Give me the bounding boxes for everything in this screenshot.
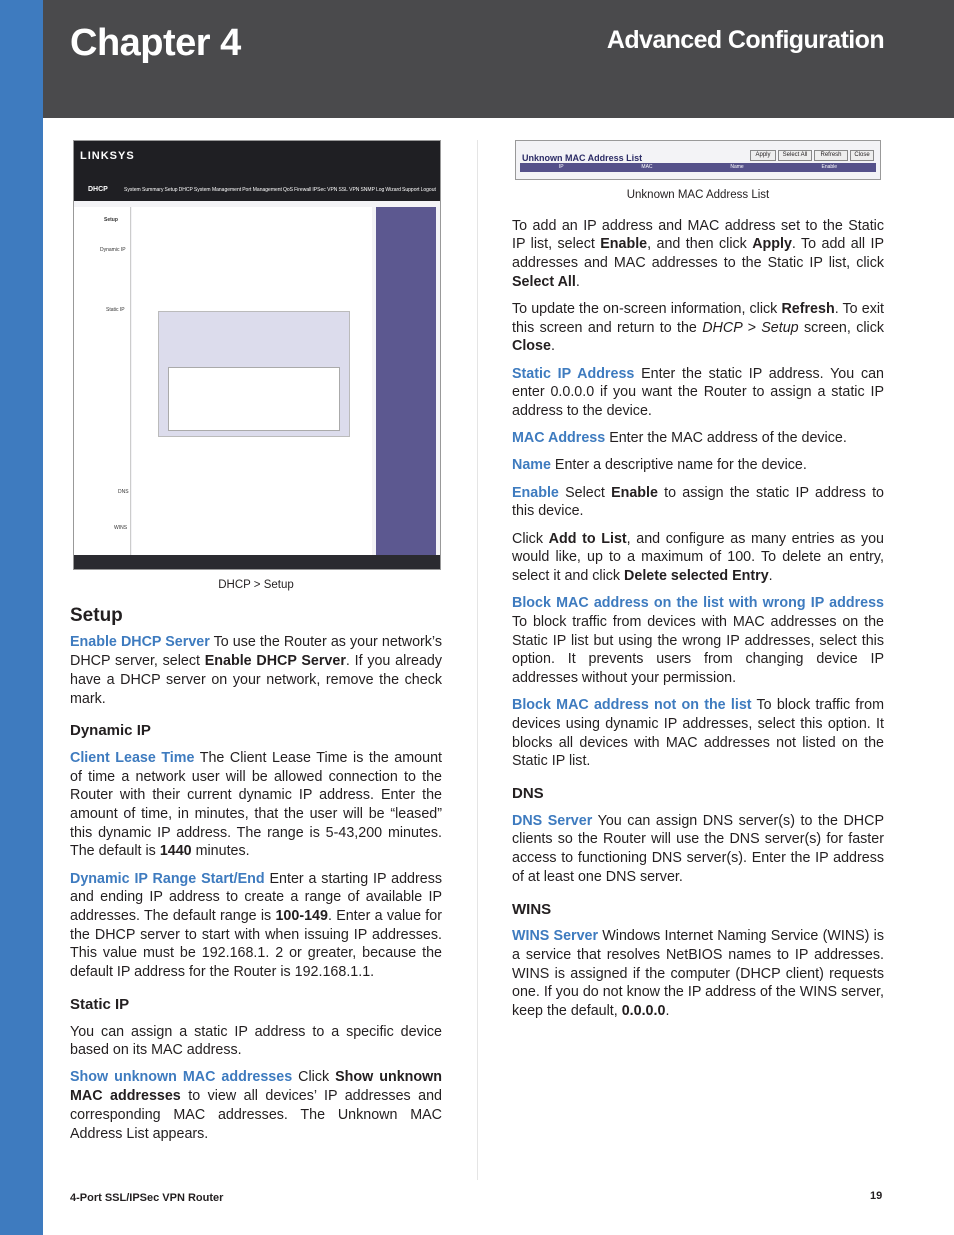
term: Enable DHCP Server [70,634,210,651]
column-header: Name [730,164,744,171]
text: . Enter a value for the DHCP server to start with when issuing IP addresses. This value must be 192.168.1. 2 or greater, because the default IP address for the Router is 192.168.1.1. [70,908,442,981]
screenshot-nav [124,181,436,193]
text: . [550,338,555,355]
text: . [575,273,580,290]
nav-item: Support [402,187,420,193]
side-label: Dynamic IP [100,247,126,253]
nav-item: Logout [420,187,436,193]
nav-item: System Management [193,187,242,193]
bold-text: Add to List [548,530,627,547]
figure-caption: DHCP > Setup [218,579,294,591]
dns-paragraph [512,812,884,887]
bold-text: Select All [512,273,576,290]
nav-item: DHCP [178,187,193,193]
text: You can assign DNS server(s) to the DHCP clients so the Router will use the DNS server(s) for faster access to functioning DNS server(s). Enter the IP address of at least one DNS server. [512,812,884,885]
term: Block MAC address on the list with wrong IP address [512,595,884,612]
static-ip-heading: Static IP [70,995,130,1013]
block-wrong-ip-paragraph [512,594,884,688]
text: Select [558,484,612,501]
bold-text: Show unknown MAC addresses [70,1069,442,1105]
column-divider [477,140,478,1180]
nav-item: IPSec VPN [312,187,338,193]
bold-text: Refresh [781,301,835,318]
nav-item: Setup [164,187,178,193]
unknown-mac-screenshot [515,140,881,180]
nav-item: Wizard [385,187,401,193]
text: to assign the static IP address to this device. [512,484,884,520]
static-ip-address-paragraph [512,365,884,421]
enable-dhcp-paragraph [70,633,442,708]
add-static-paragraph [512,217,884,292]
refresh-button: Refresh [814,150,848,161]
bold-text: Enable [611,484,658,501]
text: minutes. [191,843,250,860]
nav-item: SSL VPN [338,187,360,193]
chapter-title: Chapter 4 [70,22,241,64]
term: DNS Server [512,812,593,829]
bold-text: Enable [600,236,648,253]
term: MAC Address [512,430,606,447]
section-title: Advanced Configuration [606,26,884,54]
bold-text: 100-149 [275,908,328,925]
text: . [768,567,773,584]
bold-text: 1440 [159,843,192,860]
side-label: Setup [104,217,118,223]
term: Show unknown MAC addresses [70,1069,293,1086]
term: Name [512,457,551,474]
static-intro-paragraph: You can assign a static IP address to a specific device based on its MAC address. [70,1023,442,1059]
setup-heading: Setup [70,604,123,626]
close-button: Close [850,150,874,161]
screenshot-header-bar [74,141,440,201]
text: Enter the MAC address of the device. [605,430,847,447]
column-header: IP [558,164,564,171]
wins-paragraph [512,927,884,1021]
update-paragraph [512,300,884,356]
term: WINS Server [512,928,599,945]
mac-address-paragraph [512,429,884,448]
text: Click [292,1069,336,1086]
enable-paragraph [512,484,884,521]
bold-text: 0.0.0.0 [621,1003,666,1020]
footer-product: 4-Port SSL/IPSec VPN Router [70,1192,224,1204]
nav-item: Port Management [242,187,282,193]
text: The Client Lease Time is the amount of time a network user will be allowed connection to the Router with their current dynamic IP address. Enter the amount of time, in minutes, that the user will be “leased” this dynamic IP address. The range is 5-43,200 minutes. The default is [70,749,442,860]
screenshot-static-list [168,367,340,431]
dns-heading: DNS [512,784,544,802]
dynamic-ip-heading: Dynamic IP [70,722,151,740]
text: Enter a descriptive name for the device. [550,457,807,474]
text: To add an IP address and MAC address set to the Static IP list, select [512,217,884,253]
text: to view all devices’ IP addresses and corresponding MAC addresses. The Unknown MAC Address List appears. [70,1088,442,1142]
text: Click [512,530,549,547]
show-unknown-paragraph [70,1068,442,1143]
screenshot-help-panel [376,207,436,555]
text: . To exit this screen and return to the [512,301,884,336]
text: Windows Internet Naming Service (WINS) is a service that resolves NetBIOS names to IP addresses. WINS is assigned if the computer (DHCP client) requests one. If you do not know the IP address of the WINS server, keep the default, [512,928,884,1020]
bold-text: Enable DHCP Server [204,653,346,670]
screenshot-side-labels [74,207,131,569]
client-lease-paragraph [70,749,442,861]
apply-button: Apply [750,150,776,161]
screenshot-title: Unknown MAC Address List [522,153,643,163]
figure-caption: Unknown MAC Address List [626,189,770,201]
text: . [665,1003,670,1020]
bold-text: Delete selected Entry [624,567,769,584]
nav-item: System Summary [124,187,164,193]
left-column [70,140,442,1152]
select-all-button: Select All [778,150,812,161]
italic-text: DHCP > Setup [702,319,799,336]
side-label: DNS [118,489,129,495]
text: To update the on-screen information, click [512,301,782,318]
wins-heading: WINS [512,900,552,918]
text: screen, click [798,319,884,336]
text: To block traffic from devices with MAC addresses on the Static IP list but using the wrong IP addresses, select this option. It prevents users from changing device IP addresses without your permission. [512,613,884,686]
text: Enter the static IP address. You can enter 0.0.0.0 if you want the Router to assign a static IP address to the device. [512,365,884,420]
dynamic-range-paragraph [70,870,442,982]
nav-item: SNMP [360,187,375,193]
term: Dynamic IP Range Start/End [70,870,265,887]
text: , and configure as many entries as you would like, up to a maximum of 100. To delete an entry, select it and click [512,530,884,584]
text: To use the Router as your network’s DHCP server, select [70,634,442,670]
text: , and then click [647,236,753,253]
nav-item: Log [375,187,385,193]
left-color-bar [0,0,43,1235]
side-label: WINS [114,525,128,531]
term: Block MAC address not on the list [512,697,752,714]
page-number: 19 [870,1190,883,1202]
screenshot-table-header [520,163,876,172]
screenshot-menu-label: DHCP [88,186,108,193]
nav-item: Firewall [294,187,312,193]
text: . If you already have a DHCP server on your network, remove the check mark. [70,653,443,707]
bold-text: Close [512,338,551,355]
block-not-on-list-paragraph [512,696,884,771]
linksys-logo: LINKSYS [80,150,135,162]
text: Enter a starting IP address and ending IP address to create a range of available IP addresses. The default range is [70,870,442,925]
column-header: Enable [821,164,838,171]
dhcp-setup-screenshot [73,140,441,570]
term: Static IP Address [512,365,635,382]
text: To block traffic from devices using dynamic IP addresses, select this option. It blocks all devices with MAC addresses not listed on the Static IP list. [512,697,884,770]
term: Client Lease Time [70,749,195,766]
bold-text: Apply [752,236,792,253]
right-column [512,140,884,1029]
name-paragraph [512,456,884,475]
add-to-list-paragraph [512,530,884,586]
side-label: Static IP [106,307,125,313]
text: . To add all IP addresses and MAC addresses to the Static IP list, click [512,236,884,272]
column-header: MAC [641,164,653,171]
nav-item: QoS [283,187,294,193]
term: Enable [512,484,559,501]
screenshot-button-bar [74,555,440,569]
